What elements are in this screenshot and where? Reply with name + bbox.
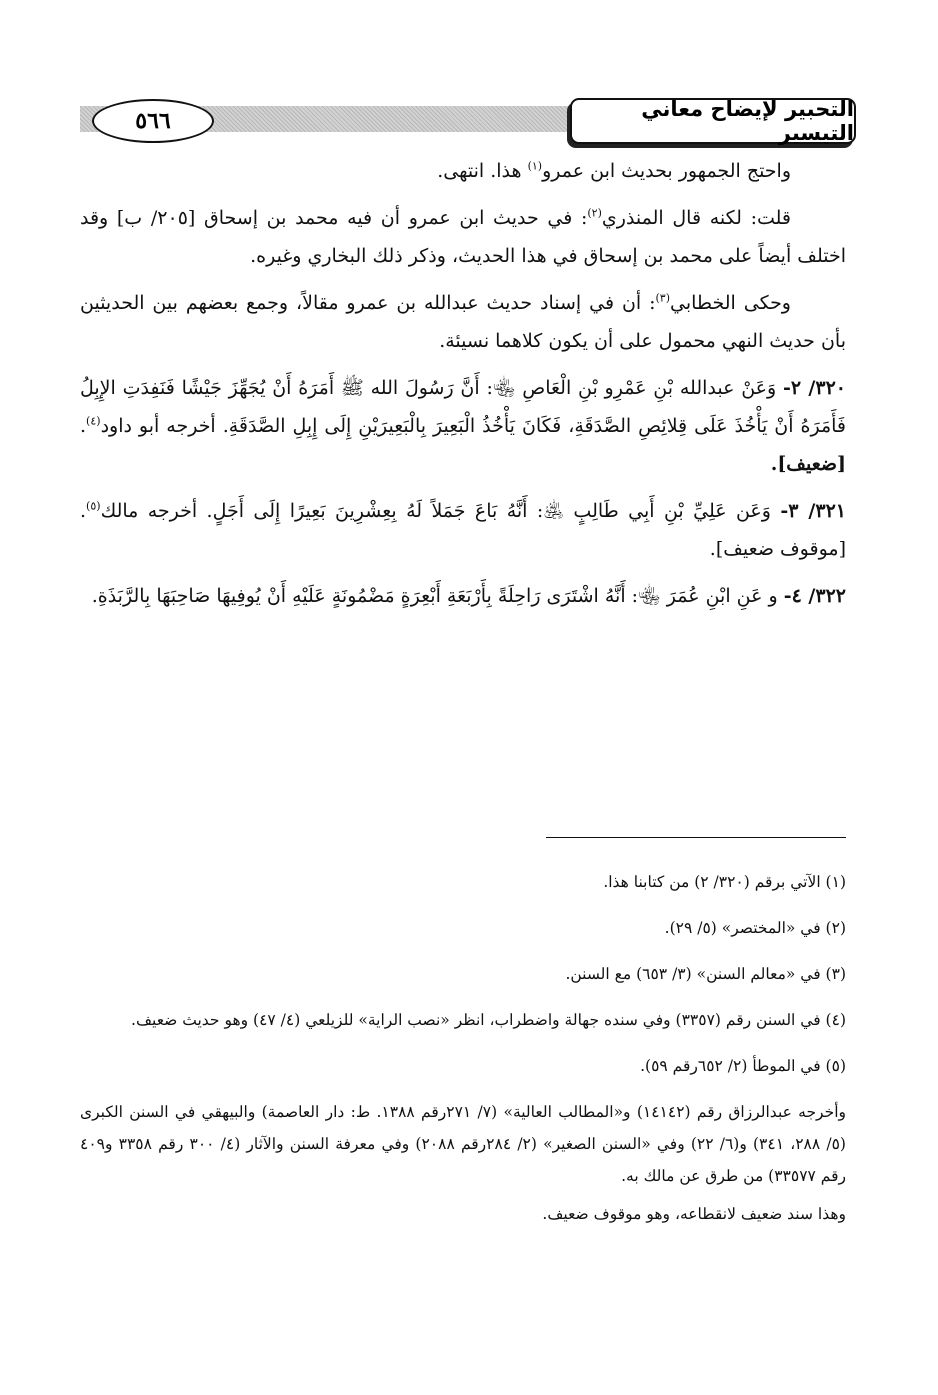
main-text (80, 152, 846, 624)
hadith-320-sep: . (80, 415, 87, 437)
hadith-321-grade: . [موقوف ضعيف]. (80, 500, 846, 560)
p3-text-a: وحكى الخطابي (670, 292, 791, 314)
footnote-ref-2[interactable]: (٢) (587, 206, 602, 220)
footnote-2: (٢) في «المختصر» (٥/ ٢٩). (664, 919, 846, 937)
p3-text-b: : أن في إسناد حديث عبدالله بن عمرو مقالاً، وجمع بعضهم بين الحديثين بأن حديث النهي محمول على أن يكون كلاهما نسيئة. (80, 292, 846, 352)
footnote-ref-4[interactable]: (٤) (86, 414, 101, 428)
footnote-5-continuation: وأخرجه عبدالرزاق رقم (١٤١٤٢) و«المطالب العالية» (٧/ ٢٧١رقم ١٣٨٨. ط: دار العاصمة) والبيهقي في السنن الكبرى (٥/ ٢٨٨، ٣٤١) و(٦/ ٢٢) وفي «السنن الصغير» (٢/ ٢٨٤رقم ٢٠٨٨) وفي معرفة السنن والآثار (٤/ ٣٠٠ رقم ٣٣٥٨ و٤٠٩ رقم ٣٣٥٧٧) من طرق عن مالك به. (80, 1103, 846, 1185)
hadith-321-number: ٣٢١/ ٣- (780, 500, 846, 522)
footnote-5-conclusion: وهذا سند ضعيف لانقطاعه، وهو موقوف ضعيف. (542, 1205, 846, 1223)
hadith-322-number: ٣٢٢/ ٤- (783, 585, 846, 607)
footnote-4: (٤) في السنن رقم (٣٣٥٧) وفي سنده جهالة واضطراب، انظر «نصب الراية» للزيلعي (٤/ ٤٧) وهو حديث ضعيف. (131, 1011, 846, 1029)
footnote-ref-3[interactable]: (٣) (655, 291, 670, 305)
hadith-320 (80, 369, 846, 483)
footnotes (80, 866, 846, 1244)
footnote-5: (٥) في الموطأ (٢/ ٦٥٢رقم ٥٩). (640, 1057, 846, 1075)
p2-text-b: : في حديث ابن عمرو أن فيه محمد بن إسحاق [٢٠٥/ ب] وقد اختلف أيضاً على محمد بن إسحاق في هذا الحديث، وذكر ذلك البخاري وغيره. (80, 207, 846, 267)
paragraph-2 (80, 199, 846, 275)
hadith-320-text: وَعَنْ عبدالله بْنِ عَمْرِو بْنِ الْعَاصِ ﵄: أَنَّ رَسُولَ الله ﷺ أَمَرَهُ أَنْ يُجَهِّزَ جَيْشًا فَنَفِدَتِ الإِبِلُ فَأَمَرَهُ أَنْ يَأْخُذَ عَلَى قِلائِصِ الصَّدَقَةِ، فَكَانَ يَأْخُذُ الْبَعِيرَ بِالْبَعِيرَيْنِ إِلَى إِبِلِ الصَّدَقَةِ. أخرجه أبو داود (80, 377, 846, 437)
page-header (80, 92, 856, 156)
hadith-322 (80, 577, 846, 615)
footnote-3: (٣) في «معالم السنن» (٣/ ٦٥٣) مع السنن. (565, 965, 846, 983)
hadith-320-grade: [ضعيف]. (770, 453, 846, 475)
book-title: التحبير لإيضاح معاني التيسير (570, 98, 856, 144)
paragraph-3 (80, 284, 846, 360)
p1-end: هذا. انتهى. (437, 160, 528, 182)
p1-text: واحتج الجمهور بحديث ابن عمرو (542, 160, 791, 182)
hadith-321-text: وَعَن عَلِيِّ بْنِ أَبِي طَالِبٍ ﵁: أَنَّهُ بَاعَ جَمَلاً لَهُ بِعِشْرِينَ بَعِيرًا إِلَى أَجَلٍ. أخرجه مالك (100, 500, 781, 522)
footnote-divider (546, 837, 846, 838)
hadith-322-text: و عَنِ ابْنِ عُمَرَ ﵄: أَنَّهُ اشْتَرَى رَاحِلَةً بِأَرْبَعَةِ أَبْعِرَةٍ مَضْمُونَةٍ عَلَيْهِ أَنْ يُوفِيهَا صَاحِبَهَا بِالرَّبَذَةِ. (91, 585, 784, 607)
footnote-ref-1[interactable]: (١) (527, 159, 543, 173)
footnote-1: (١) الآتي برقم (٣٢٠/ ٢) من كتابنا هذا. (603, 873, 846, 891)
hadith-321 (80, 492, 846, 568)
footnote-ref-5[interactable]: (٥) (86, 499, 101, 513)
hadith-320-number: ٣٢٠/ ٢- (782, 377, 846, 399)
paragraph-1 (80, 152, 846, 190)
p2-text-a: قلت: لكنه قال المنذري (601, 207, 792, 229)
page-number: ٥٦٦ (92, 99, 214, 143)
